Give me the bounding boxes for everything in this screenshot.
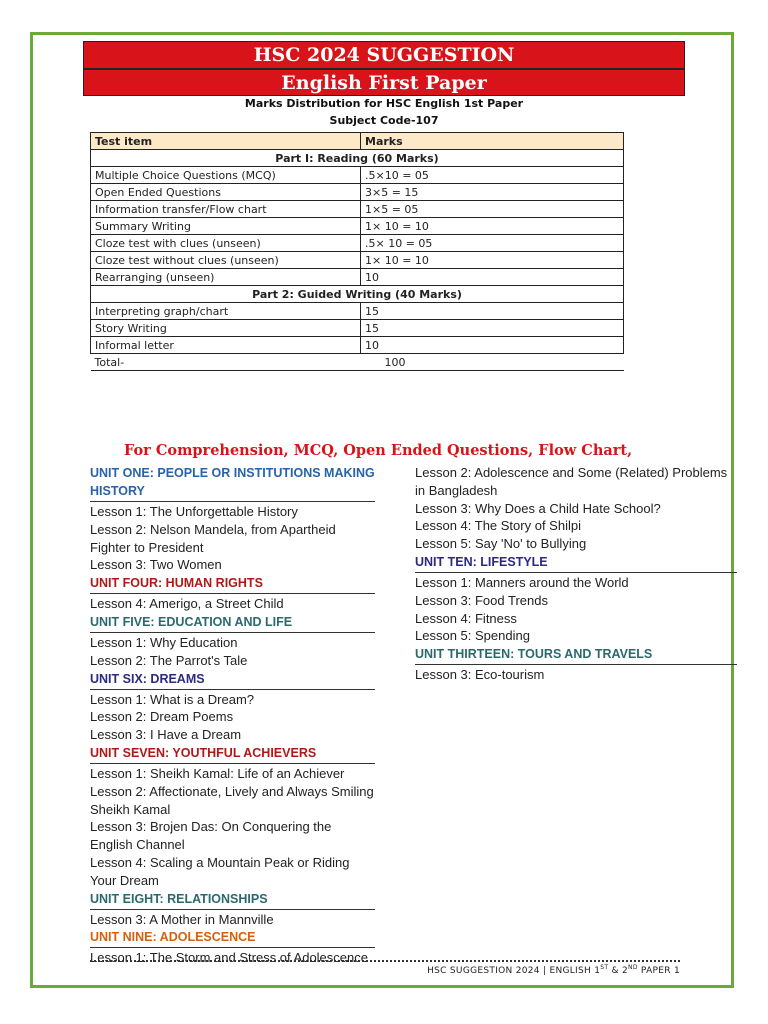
test-item-cell: Multiple Choice Questions (MCQ)	[91, 167, 361, 184]
page-title: HSC 2024 SUGGESTION	[83, 41, 685, 69]
unit-heading: UNIT SEVEN: YOUTHFUL ACHIEVERS	[90, 744, 375, 764]
lesson-item: Lesson 2: Adolescence and Some (Related) Problems in Bangladesh	[415, 465, 728, 498]
test-item-cell: Summary Writing	[91, 218, 361, 235]
lesson-item: Lesson 4: The Story of Shilpi	[415, 518, 581, 534]
test-item-cell: Open Ended Questions	[91, 184, 361, 201]
table-section-heading: Part 2: Guided Writing (40 Marks)	[91, 286, 624, 303]
lesson-item: Lesson 3: Brojen Das: On Conquering the English Channel	[90, 819, 332, 853]
test-item-cell: Story Writing	[91, 320, 361, 337]
lesson-item: Lesson 2: Nelson Mandela, from Apartheid Fighter to President	[90, 521, 336, 555]
marks-cell: 1×5 = 05	[361, 201, 624, 218]
table-row	[91, 184, 624, 201]
page-footer: HSC SUGGESTION 2024 | ENGLISH 1ST & 2ND PAPER 1	[427, 964, 680, 976]
marks-cell: 3×5 = 15	[361, 184, 624, 201]
marks-cell: 1× 10 = 10	[361, 218, 624, 235]
marks-cell: .5× 10 = 05	[361, 235, 624, 252]
table-row	[91, 252, 624, 269]
marks-distribution-title: Marks Distribution for HSC English 1st Paper	[244, 97, 524, 110]
test-item-cell: Rearranging (unseen)	[91, 269, 361, 286]
marks-cell: 15	[361, 320, 624, 337]
lesson-item: Lesson 2: Dream Poems	[90, 709, 234, 725]
marks-cell: 10	[361, 337, 624, 354]
lesson-item: Lesson 4: Amerigo, a Street Child	[90, 596, 284, 612]
lesson-item: Lesson 2: Affectionate, Lively and Always Smiling Sheikh Kamal	[90, 783, 374, 817]
table-row	[91, 303, 624, 320]
table-row	[91, 167, 624, 184]
page-subtitle: English First Paper	[83, 69, 685, 96]
lesson-item: Lesson 1: The Storm and Stress of Adolescence	[90, 950, 368, 966]
lesson-item: Lesson 1: The Unforgettable History	[90, 504, 298, 519]
lesson-item: Lesson 2: The Parrot's Tale	[90, 652, 248, 668]
table-section-heading: Part I: Reading (60 Marks)	[91, 150, 624, 167]
lesson-item: Lesson 3: Two Women	[90, 557, 222, 573]
subject-code: Subject Code-107	[329, 114, 439, 127]
test-item-cell: Cloze test without clues (unseen)	[91, 252, 361, 269]
test-item-cell: Information transfer/Flow chart	[91, 201, 361, 218]
marks-cell: 1× 10 = 10	[361, 252, 624, 269]
unit-heading: UNIT SIX: DREAMS	[90, 670, 375, 690]
unit-heading: UNIT THIRTEEN: TOURS AND TRAVELS	[415, 645, 737, 665]
lesson-item: Lesson 3: Eco-tourism	[415, 667, 545, 683]
lesson-item: Lesson 5: Spending	[415, 628, 530, 644]
table-row	[91, 235, 624, 252]
lesson-item: Lesson 1: Sheikh Kamal: Life of an Achiever	[90, 765, 345, 781]
unit-heading: UNIT FOUR: HUMAN RIGHTS	[90, 574, 375, 594]
total-value: 100	[361, 354, 624, 371]
col-header-marks: Marks	[361, 133, 624, 150]
total-label: Total-	[91, 354, 361, 371]
lesson-item: Lesson 5: Say 'No' to Bullying	[415, 536, 587, 552]
footer-divider	[90, 960, 680, 962]
total-row	[91, 354, 624, 371]
marks-cell: 10	[361, 269, 624, 286]
comprehension-heading: For Comprehension, MCQ, Open Ended Questions, Flow Chart,	[124, 442, 633, 459]
marks-table	[90, 132, 624, 371]
lesson-item: Lesson 1: Manners around the World	[415, 574, 629, 590]
test-item-cell: Cloze test with clues (unseen)	[91, 235, 361, 252]
unit-heading: UNIT ONE: PEOPLE OR INSTITUTIONS MAKING HISTORY	[90, 464, 375, 502]
unit-heading: UNIT FIVE: EDUCATION AND LIFE	[90, 613, 375, 633]
lesson-item: Lesson 3: Food Trends	[415, 592, 548, 608]
lesson-item: Lesson 3: I Have a Dream	[90, 727, 242, 743]
unit-heading: UNIT EIGHT: RELATIONSHIPS	[90, 890, 375, 910]
table-row	[91, 320, 624, 337]
lesson-item: Lesson 3: A Mother in Mannville	[90, 911, 274, 927]
table-row	[91, 201, 624, 218]
table-row	[91, 218, 624, 235]
lesson-item: Lesson 3: Why Does a Child Hate School?	[415, 500, 661, 516]
test-item-cell: Informal letter	[91, 337, 361, 354]
lesson-item: Lesson 4: Scaling a Mountain Peak or Riding Your Dream	[90, 854, 350, 888]
unit-heading: UNIT TEN: LIFESTYLE	[415, 553, 737, 573]
right-unit-column	[415, 464, 737, 684]
table-row	[91, 337, 624, 354]
unit-heading: UNIT NINE: ADOLESCENCE	[90, 928, 375, 948]
lesson-item: Lesson 4: Fitness	[415, 610, 517, 626]
marks-cell: 15	[361, 303, 624, 320]
test-item-cell: Interpreting graph/chart	[91, 303, 361, 320]
left-unit-column	[90, 464, 375, 967]
col-header-test-item: Test item	[91, 133, 361, 150]
lesson-item: Lesson 1: What is a Dream?	[90, 691, 255, 707]
table-row	[91, 269, 624, 286]
marks-cell: .5×10 = 05	[361, 167, 624, 184]
lesson-item: Lesson 1: Why Education	[90, 634, 238, 650]
